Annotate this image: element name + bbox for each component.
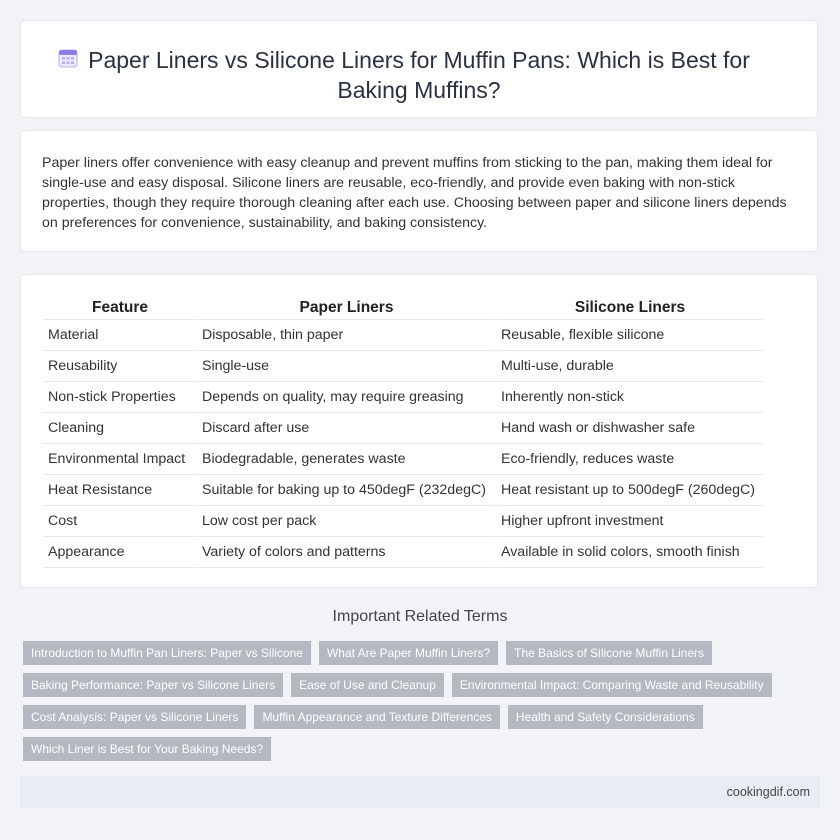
related-term-tag[interactable]: Health and Safety Considerations — [508, 705, 703, 729]
related-terms-list — [23, 641, 813, 761]
feature-cell: Cost — [44, 506, 196, 537]
paper-cell: Single-use — [198, 351, 495, 382]
paper-cell: Disposable, thin paper — [198, 320, 495, 351]
paper-cell: Biodegradable, generates waste — [198, 444, 495, 475]
table-row — [44, 506, 763, 537]
footer-bar — [20, 776, 820, 808]
silicone-cell: Eco-friendly, reduces waste — [497, 444, 763, 475]
table-row — [44, 351, 763, 382]
silicone-cell: Inherently non-stick — [497, 382, 763, 413]
table-header-row — [44, 295, 763, 320]
related-term-tag[interactable]: Environmental Impact: Comparing Waste and Reusability — [452, 673, 772, 697]
paper-cell: Depends on quality, may require greasing — [198, 382, 495, 413]
related-term-tag[interactable]: Ease of Use and Cleanup — [291, 673, 444, 697]
related-term-tag[interactable]: Baking Performance: Paper vs Silicone Liners — [23, 673, 283, 697]
feature-cell: Material — [44, 320, 196, 351]
feature-cell: Environmental Impact — [44, 444, 196, 475]
feature-cell: Cleaning — [44, 413, 196, 444]
paper-cell: Discard after use — [198, 413, 495, 444]
silicone-cell: Heat resistant up to 500degF (260degC) — [497, 475, 763, 506]
feature-cell: Non-stick Properties — [44, 382, 196, 413]
related-term-tag[interactable]: Which Liner is Best for Your Baking Needs? — [23, 737, 271, 761]
footer-site-link[interactable]: cookingdif.com — [726, 785, 810, 799]
intro-paragraph: Paper liners offer convenience with easy cleanup and prevent muffins from sticking to the pan, making them ideal for single-use and easy disposal. Silicone liners are reusable, eco-friendly, and provide even baking with non-stick properties, though they require thorough cleaning after each use. Choosing between paper and silicone liners depends on preferences for convenience, sustainability, and baking consistency. — [42, 155, 787, 231]
silicone-cell: Reusable, flexible silicone — [497, 320, 763, 351]
table-row — [44, 382, 763, 413]
related-term-tag[interactable]: The Basics of Silicone Muffin Liners — [506, 641, 712, 665]
comparison-table — [42, 295, 765, 568]
comparison-card — [20, 274, 818, 588]
related-term-tag[interactable]: Cost Analysis: Paper vs Silicone Liners — [23, 705, 246, 729]
column-header-silicone: Silicone Liners — [497, 295, 763, 320]
related-terms-heading: Important Related Terms — [332, 608, 508, 625]
paper-cell: Variety of colors and patterns — [198, 537, 495, 568]
silicone-cell: Hand wash or dishwasher safe — [497, 413, 763, 444]
paper-cell: Low cost per pack — [198, 506, 495, 537]
silicone-cell: Higher upfront investment — [497, 506, 763, 537]
silicone-cell: Multi-use, durable — [497, 351, 763, 382]
paper-cell: Suitable for baking up to 450degF (232degC) — [198, 475, 495, 506]
table-row — [44, 444, 763, 475]
table-row — [44, 475, 763, 506]
intro-card — [20, 130, 818, 252]
feature-cell: Heat Resistance — [44, 475, 196, 506]
table-row — [44, 413, 763, 444]
feature-cell: Reusability — [44, 351, 196, 382]
page-title: Paper Liners vs Silicone Liners for Muffin Pans: Which is Best for Baking Muffins? — [88, 47, 750, 103]
related-term-tag[interactable]: Muffin Appearance and Texture Differences — [254, 705, 499, 729]
silicone-cell: Available in solid colors, smooth finish — [497, 537, 763, 568]
column-header-feature: Feature — [44, 295, 196, 320]
feature-cell: Appearance — [44, 537, 196, 568]
table-row — [44, 320, 763, 351]
column-header-paper: Paper Liners — [198, 295, 495, 320]
related-term-tag[interactable]: Introduction to Muffin Pan Liners: Paper vs Silicone — [23, 641, 311, 665]
header-card — [20, 20, 818, 118]
table-row — [44, 537, 763, 568]
related-term-tag[interactable]: What Are Paper Muffin Liners? — [319, 641, 498, 665]
